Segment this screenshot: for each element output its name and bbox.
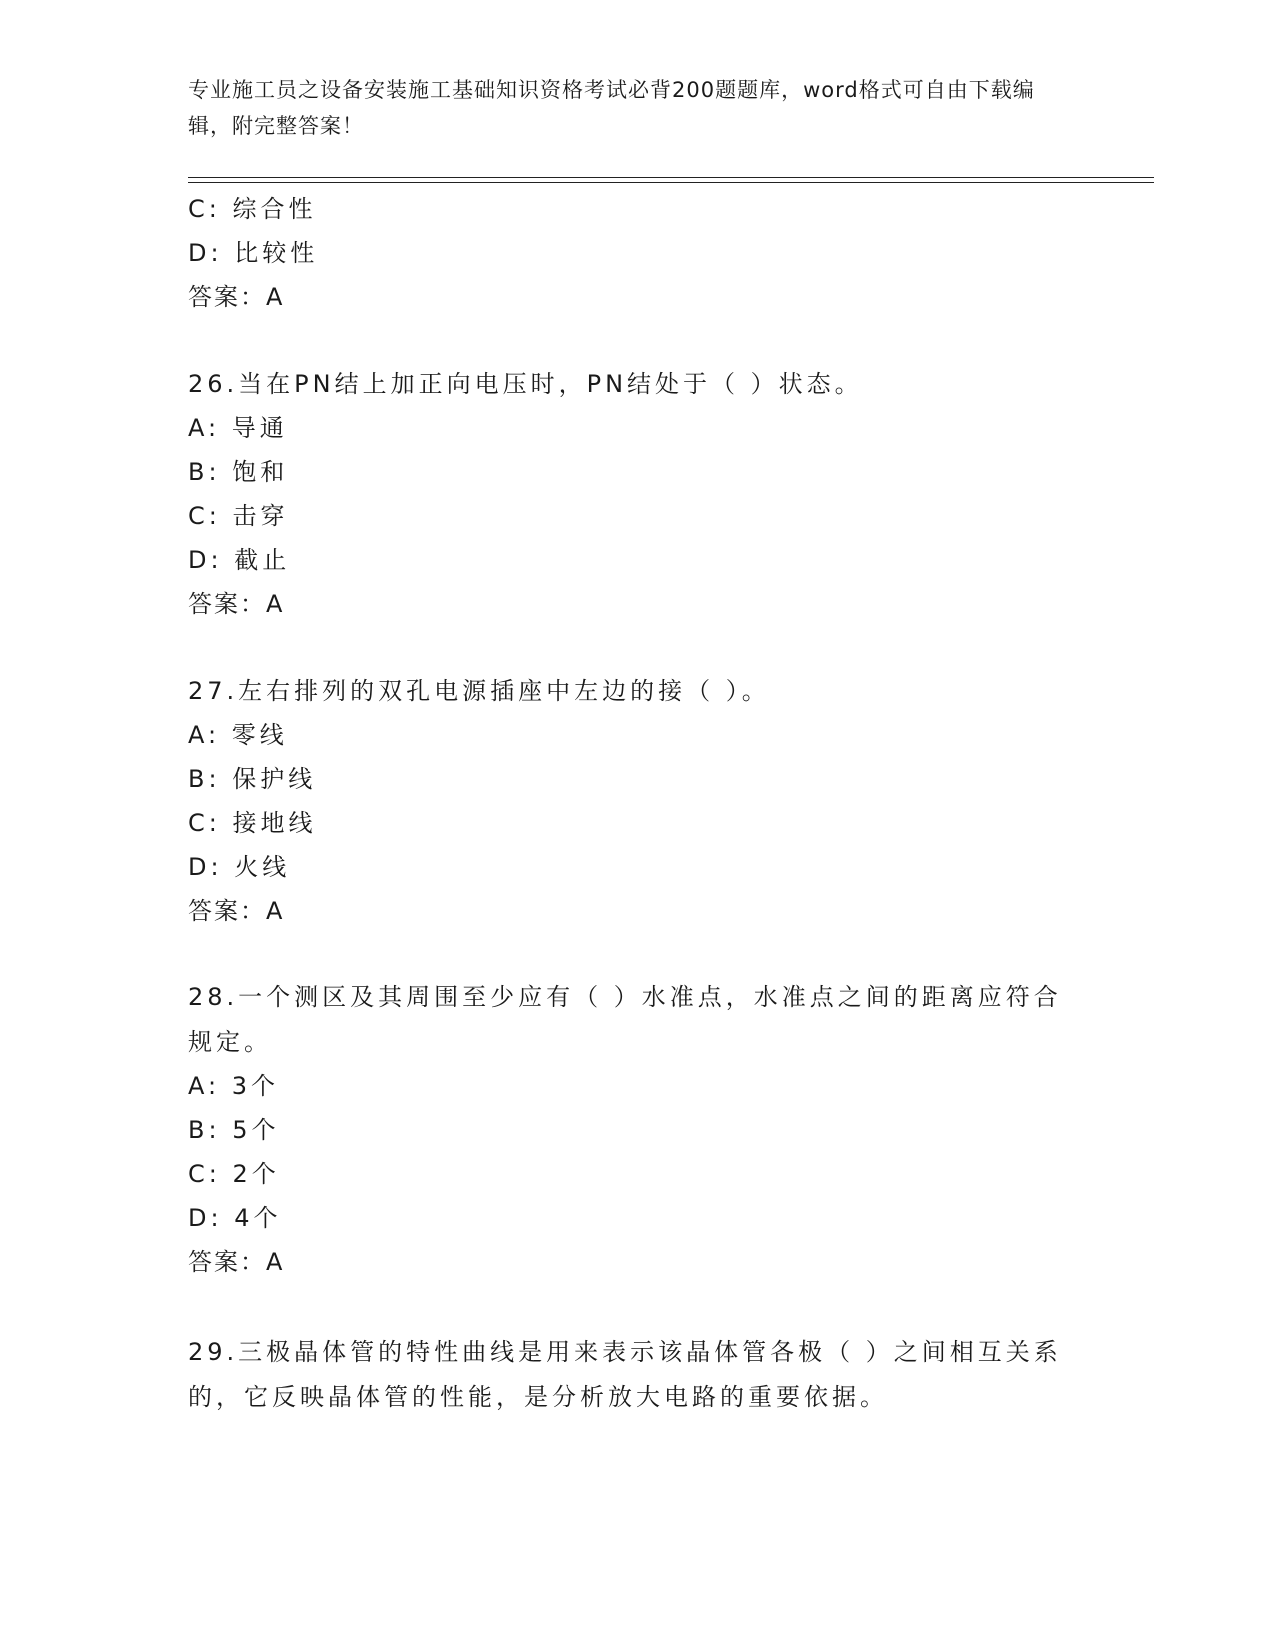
- option-key: B:: [188, 765, 221, 793]
- option-line: [188, 452, 288, 492]
- option-line: [188, 1110, 279, 1150]
- answer-line: 答案：A: [188, 590, 285, 618]
- option-text: 保护线: [232, 765, 317, 793]
- option-text: 接地线: [232, 809, 317, 837]
- option-line: [188, 803, 316, 843]
- option-key: C:: [188, 809, 221, 837]
- option-text: 饱和: [232, 458, 289, 486]
- option-key: B:: [188, 1116, 221, 1144]
- option-key: D:: [188, 1204, 223, 1232]
- option-line: [188, 233, 318, 273]
- option-text: 2个: [232, 1160, 280, 1188]
- option-line: [188, 408, 288, 448]
- question-text: 27.左右排列的双孔电源插座中左边的接（ ）。: [188, 677, 770, 705]
- option-text: 比较性: [234, 239, 319, 267]
- option-text: 综合性: [232, 195, 317, 223]
- option-text: 截止: [234, 546, 291, 574]
- option-key: D:: [188, 546, 223, 574]
- option-text: 击穿: [232, 502, 289, 530]
- option-text: 4个: [234, 1204, 282, 1232]
- option-text: 导通: [231, 414, 288, 442]
- option-line: [188, 540, 290, 580]
- option-line: [188, 189, 316, 229]
- option-key: C:: [188, 195, 221, 223]
- question-content: [188, 0, 1068, 1650]
- option-line: [188, 1066, 279, 1106]
- question-text: 29.三极晶体管的特性曲线是用来表示该晶体管各极（ ）之间相互关系的，它反映晶体管的性能，是分析放大电路的重要依据。: [188, 1338, 1062, 1411]
- option-key: B:: [188, 458, 221, 486]
- option-key: A:: [188, 414, 221, 442]
- option-key: C:: [188, 502, 221, 530]
- option-key: A:: [188, 721, 221, 749]
- answer-line: 答案：A: [188, 1248, 285, 1276]
- option-key: A:: [188, 1072, 221, 1100]
- option-key: D:: [188, 853, 223, 881]
- answer-line: 答案：A: [188, 897, 285, 925]
- option-line: [188, 496, 288, 536]
- option-line: [188, 1198, 282, 1238]
- option-line: [188, 759, 316, 799]
- question-text: 28.一个测区及其周围至少应有（ ）水准点，水准点之间的距离应符合规定。: [188, 983, 1062, 1056]
- option-key: C:: [188, 1160, 221, 1188]
- option-text: 3个: [231, 1072, 280, 1100]
- option-text: 5个: [232, 1116, 280, 1144]
- question-text: 26.当在PN结上加正向电压时，PN结处于（ ）状态。: [188, 370, 863, 398]
- option-key: D:: [188, 239, 223, 267]
- option-line: [188, 715, 288, 755]
- answer-line: 答案：A: [188, 283, 285, 311]
- option-line: [188, 1154, 280, 1194]
- option-line: [188, 847, 290, 887]
- option-text: 火线: [234, 853, 291, 881]
- option-text: 零线: [231, 721, 288, 749]
- document-header: 专业施工员之设备安装施工基础知识资格考试必背200题题库，word格式可自由下载编辑，附完整答案！: [188, 78, 1035, 138]
